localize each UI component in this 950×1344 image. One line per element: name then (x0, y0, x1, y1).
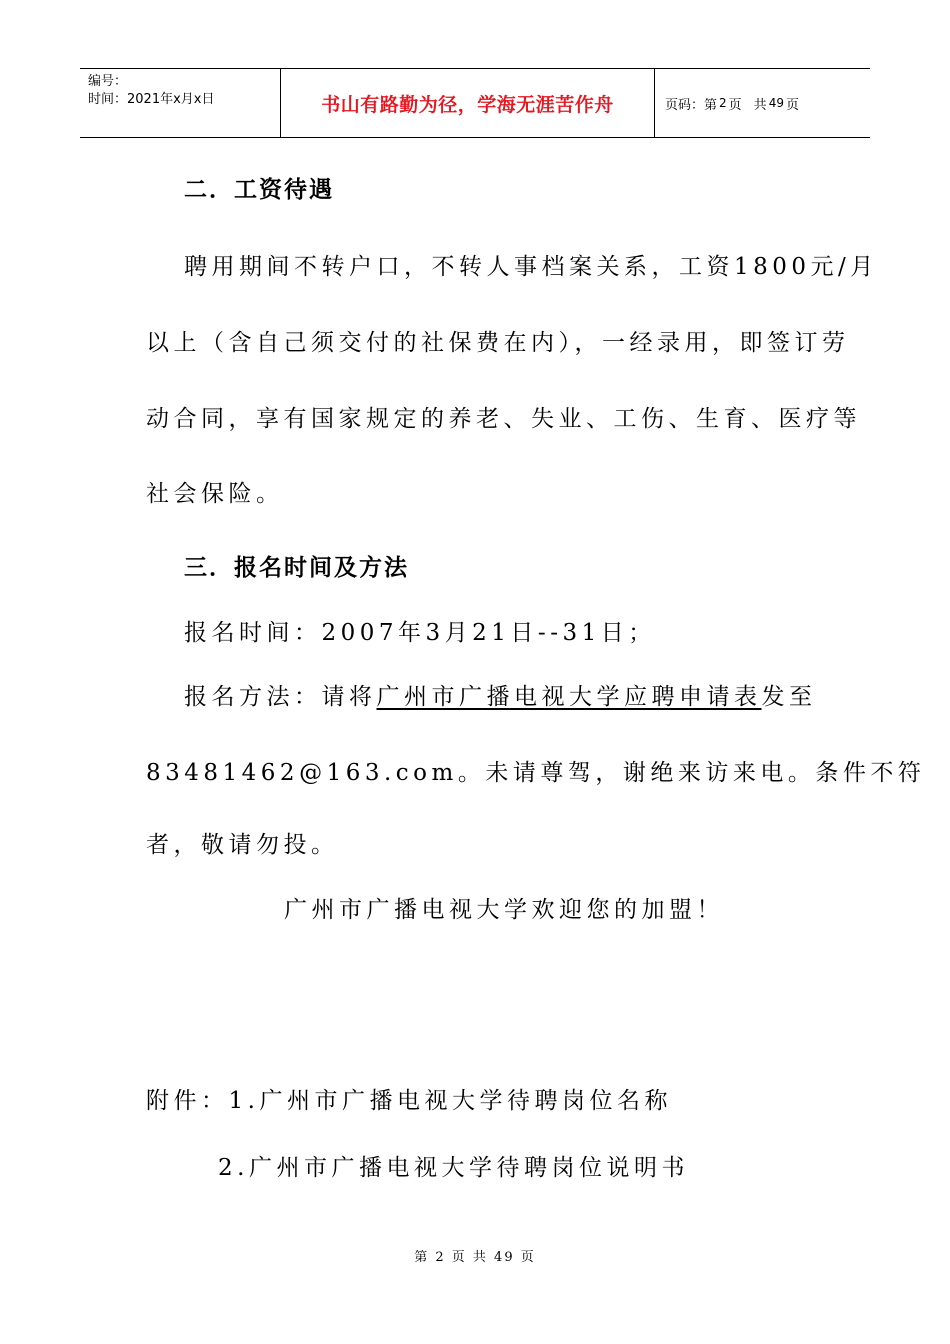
registration-method (184, 678, 817, 711)
registration-time: 报名时间：2007年3月21日--31日； (184, 620, 656, 646)
salary-paragraph-line: 动合同，享有国家规定的养老、失业、工伤、生育、医疗等 (146, 406, 861, 432)
document-number-label: 编号： (88, 74, 128, 89)
registration-email-line: 83481462@163.com。未请尊驾，谢绝来访来电。条件不符 (146, 760, 926, 786)
page-label: 页码：第 (665, 97, 718, 113)
welcome-message: 广州市广播电视大学欢迎您的加盟！ (284, 897, 724, 923)
salary-paragraph-line: 社会保险。 (146, 481, 284, 507)
registration-method-suffix: 发至 (761, 684, 817, 710)
header-page-info (655, 69, 870, 137)
page-label-end: 页 (728, 97, 742, 113)
registration-note-line: 者，敬请勿投。 (146, 832, 339, 858)
registration-method-prefix: 报名方法：请将 (184, 684, 377, 710)
attachment-item: 附件：1.广州市广播电视大学待聘岗位名称 (146, 1088, 672, 1114)
salary-paragraph-line: 聘用期间不转户口，不转人事档案关系，工资1800元/月 (184, 254, 878, 280)
document-time-label: 时间：2021年x月x日 (88, 92, 215, 107)
page-footer: 第 2 页 共 49 页 (414, 1250, 536, 1265)
header-meta (80, 69, 281, 137)
header-motto: 书山有路勤为径，学海无涯苦作舟 (281, 69, 655, 137)
attachment-item: 2.广州市广播电视大学待聘岗位说明书 (218, 1155, 689, 1181)
page-header (80, 68, 870, 138)
total-label: 共 (753, 97, 767, 113)
total-pages: 49 (768, 96, 784, 110)
section-heading-registration: 三．报名时间及方法 (184, 555, 409, 581)
section-heading-salary: 二．工资待遇 (184, 177, 334, 203)
total-label-end: 页 (785, 97, 799, 113)
page-number: 2 (719, 96, 727, 110)
application-form-link[interactable]: 广州市广播电视大学应聘申请表 (376, 684, 762, 710)
salary-paragraph-line: 以上（含自己须交付的社保费在内），一经录用，即签订劳 (146, 330, 850, 356)
